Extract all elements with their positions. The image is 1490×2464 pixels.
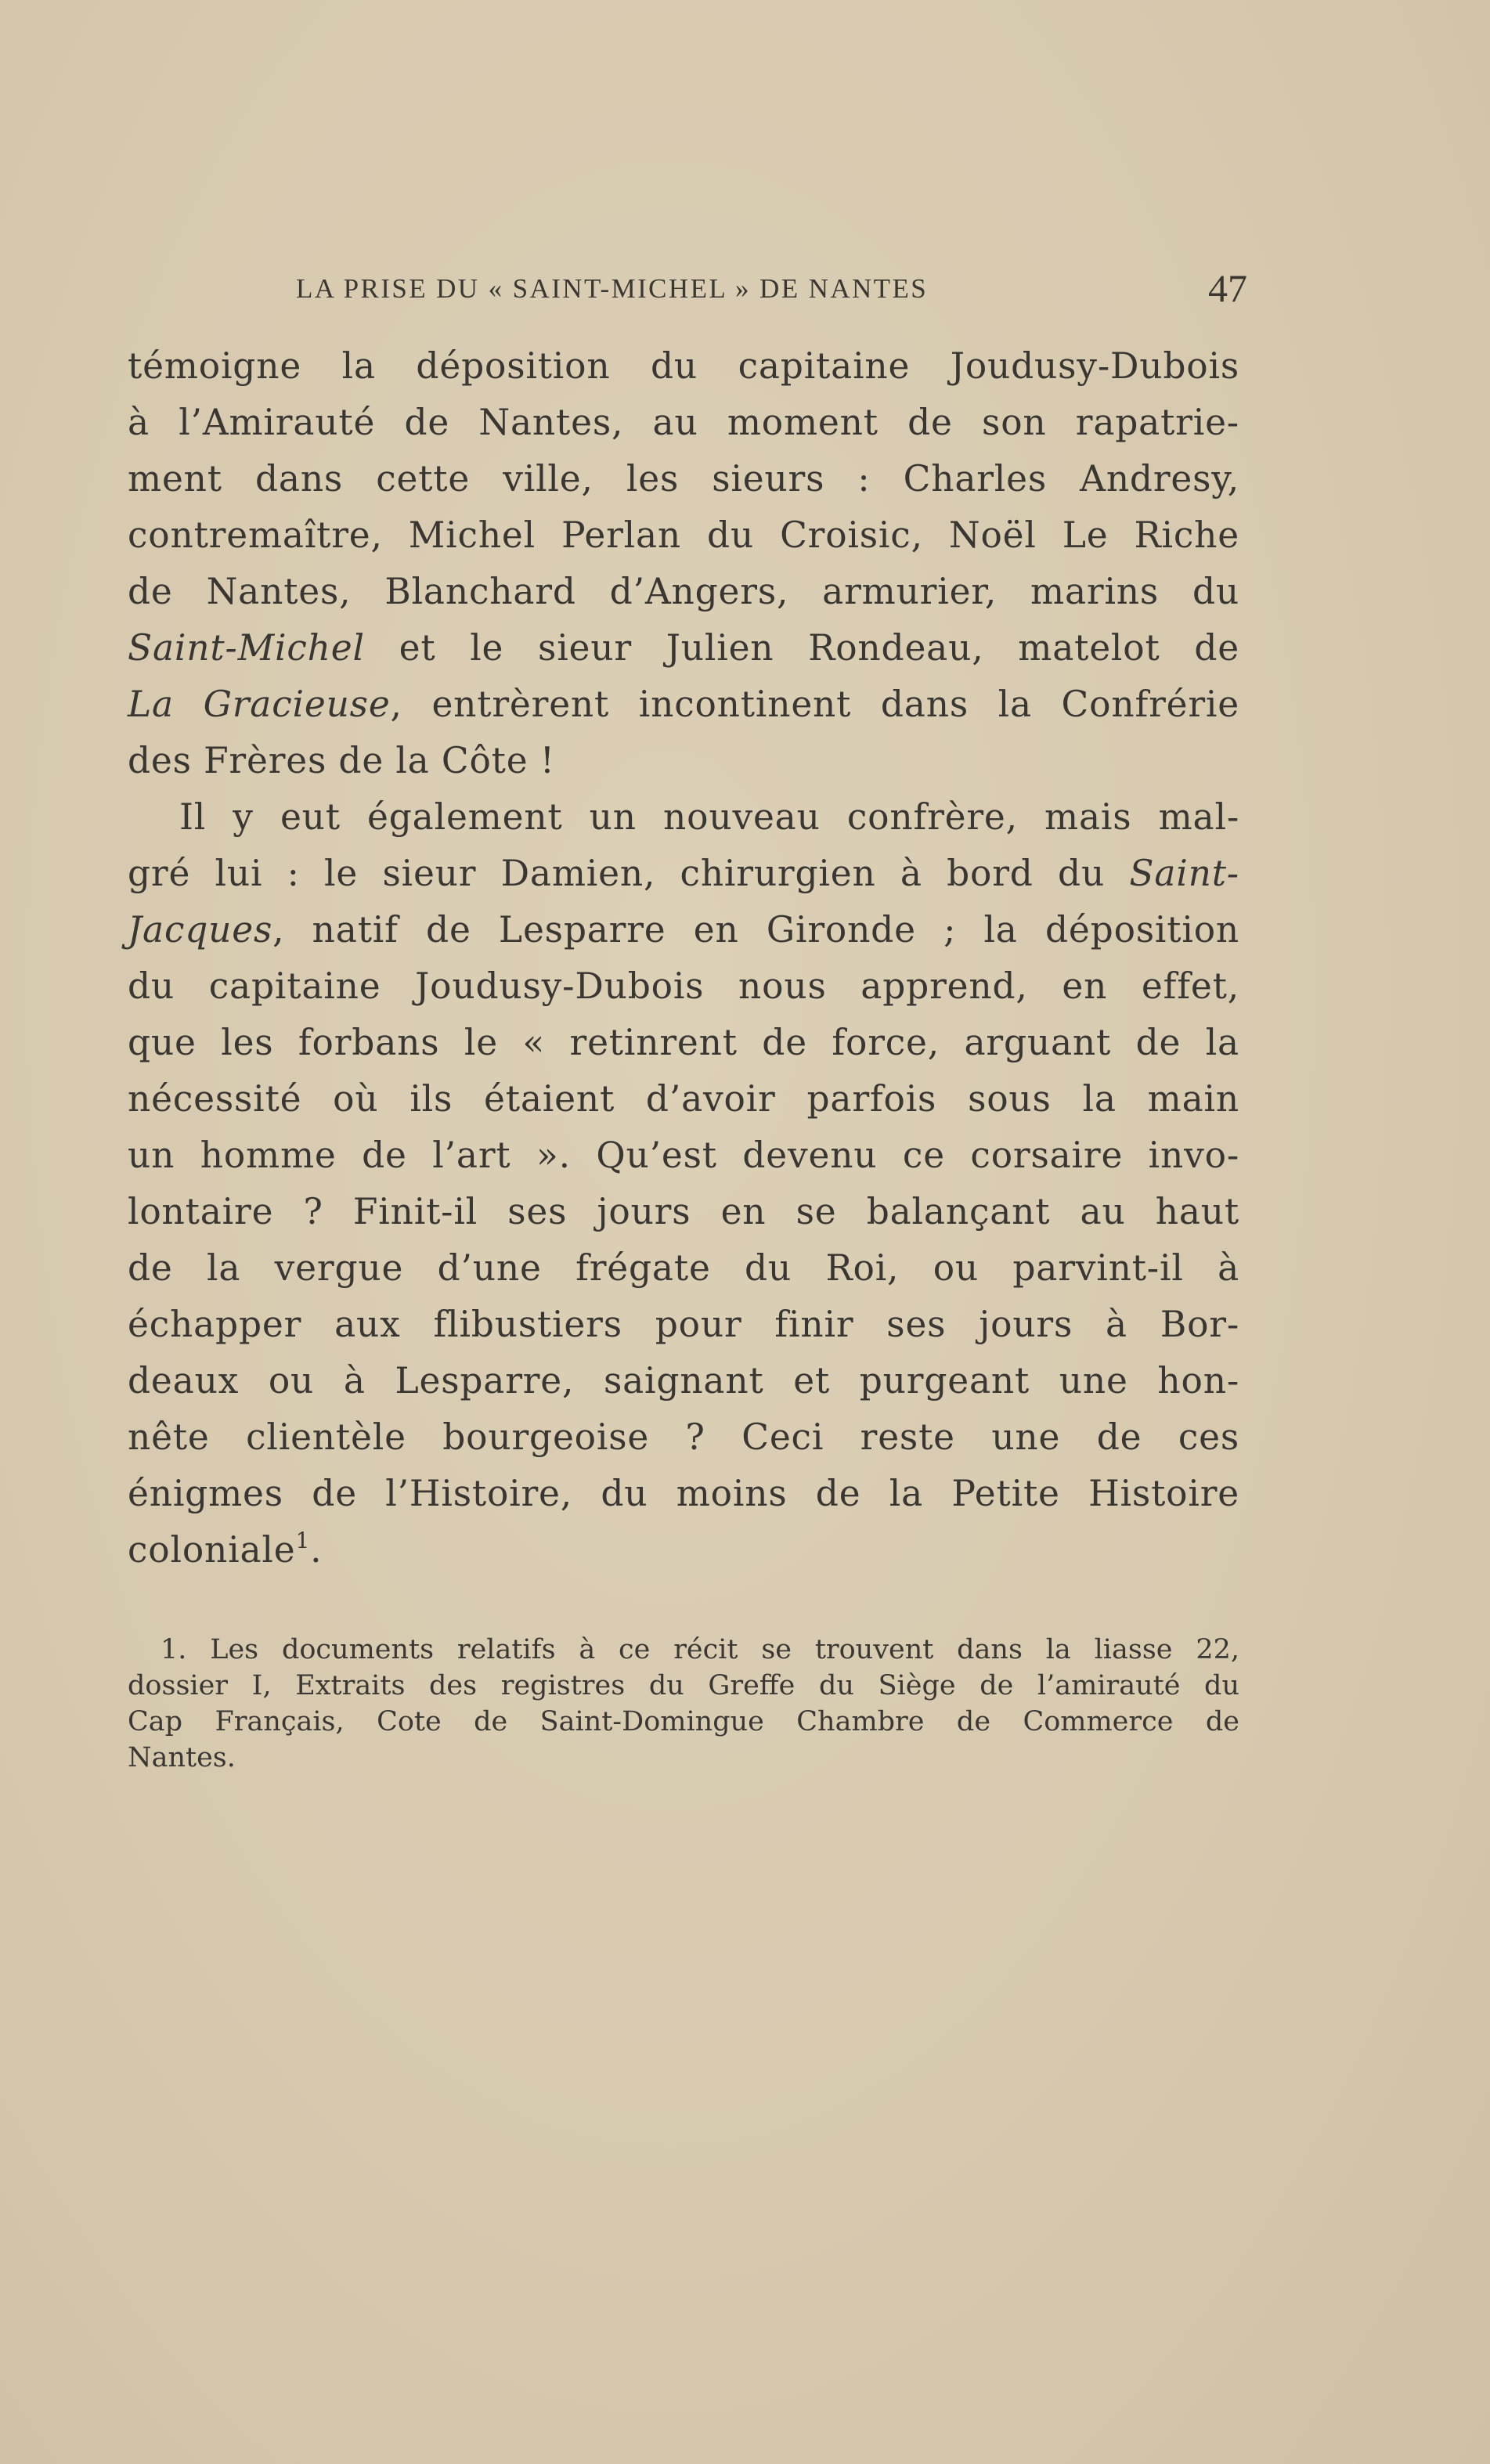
text-line: échapper aux flibustiers pour finir ses jours à Bor- <box>128 1304 1239 1345</box>
text-line: du capitaine Joudusy-Dubois nous apprend, en effet, <box>128 965 1239 1007</box>
text-line: énigmes de l’Histoire, du moins de la Petite Histoire <box>128 1473 1239 1514</box>
running-title: LA PRISE DU « SAINT-MICHEL » DE NANTES <box>296 273 929 304</box>
text-line: deaux ou à Lesparre, saignant et purgeant une hon- <box>128 1360 1239 1402</box>
footnote-line: Cap Français, Cote de Saint-Domingue Chambre de Commerce de <box>128 1706 1239 1737</box>
text-fragment: gré lui : le sieur Damien, chirurgien à bord du <box>128 853 1130 894</box>
text-line: de Nantes, Blanchard d’Angers, armurier, marins du <box>128 571 1239 612</box>
text-line: des Frères de la Côte ! <box>128 740 555 781</box>
body-text <box>128 338 1239 1578</box>
footnote-marker: 1 <box>295 1528 311 1553</box>
text-line: contremaître, Michel Perlan du Croisic, Noël Le Riche <box>128 514 1239 556</box>
footnote-line: 1. Les documents relatifs à ce récit se trouvent dans la liasse 22, <box>161 1634 1239 1665</box>
text-line: lontaire ? Finit-il ses jours en se balançant au haut <box>128 1191 1239 1232</box>
text-line: nête clientèle bourgeoise ? Ceci reste une de ces <box>128 1416 1239 1458</box>
text-line: de la vergue d’une frégate du Roi, ou parvint-il à <box>128 1247 1239 1289</box>
footnote-line: dossier I, Extraits des registres du Greffe du Siège de l’amirauté du <box>128 1670 1239 1701</box>
text-fragment: , natif de Lesparre en Gironde ; la déposition <box>272 909 1239 951</box>
footnote-line: Nantes. <box>128 1742 236 1773</box>
running-head <box>296 266 1247 310</box>
ship-name-italic: Jacques <box>128 909 273 951</box>
text-line: nécessité où ils étaient d’avoir parfois sous la main <box>128 1078 1239 1120</box>
text-line: témoigne la déposition du capitaine Joudusy-Dubois <box>128 345 1239 387</box>
text-line: que les forbans le « retinrent de force, arguant de la <box>128 1022 1239 1063</box>
text-line: un homme de l’art ». Qu’est devenu ce corsaire invo- <box>128 1135 1239 1176</box>
text-line: à l’Amirauté de Nantes, au moment de son rapatrie- <box>128 402 1239 443</box>
text-line <box>128 902 1239 958</box>
text-fragment: et le sieur Julien Rondeau, matelot de <box>364 627 1239 669</box>
ship-name-italic: Saint- <box>1129 853 1239 894</box>
text-line <box>128 676 1239 733</box>
ship-name-italic: Saint-Michel <box>128 627 365 669</box>
text-line <box>128 1522 1239 1578</box>
ship-name-italic: La Gracieuse <box>128 684 391 725</box>
page-number: 47 <box>1208 266 1247 310</box>
text-line <box>128 620 1239 676</box>
text-fragment: , entrèrent incontinent dans la Confrérie <box>390 684 1239 725</box>
text-fragment: . <box>310 1529 323 1571</box>
text-line: ment dans cette ville, les sieurs : Charles Andresy, <box>128 458 1239 500</box>
footnote <box>128 1632 1239 1776</box>
paragraph-start-line: Il y eut également un nouveau confrère, mais mal- <box>179 796 1239 838</box>
text-fragment: coloniale <box>128 1529 296 1571</box>
text-line <box>128 846 1239 902</box>
